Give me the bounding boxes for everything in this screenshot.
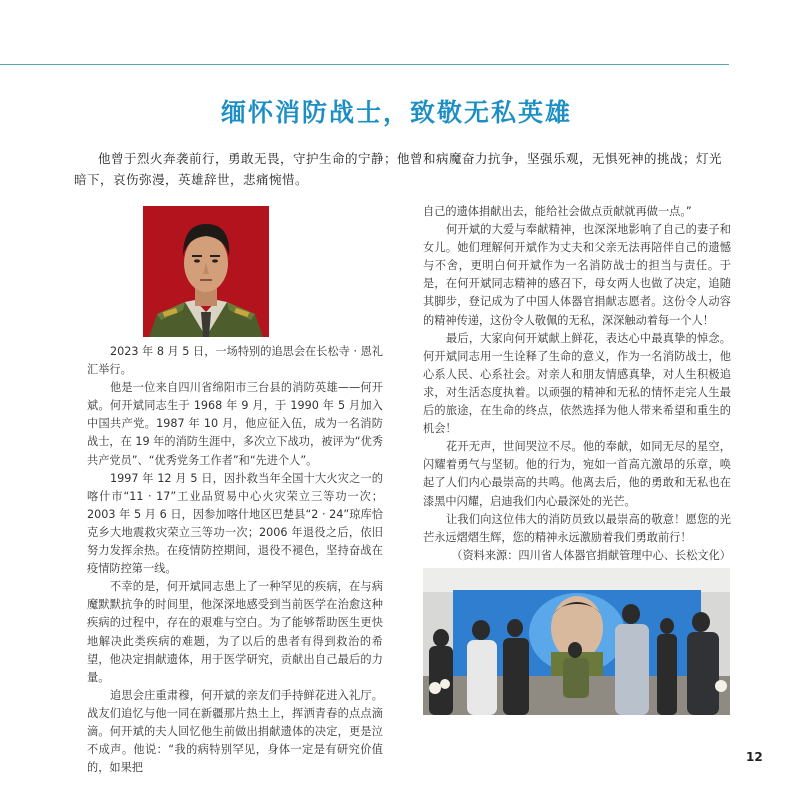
left-paragraph-1: 2023 年 8 月 5 日，一场特别的追思会在长松寺 · 恩礼汇举行。 bbox=[87, 345, 383, 377]
source-note: （资料来源：四川省人体器官捐献管理中心、长松文化） bbox=[451, 548, 731, 562]
left-paragraph-2: 他是一位来自四川省绵阳市三台县的消防英雄——何开斌。何开斌同志生于 1968 年 9 月，于 1990 年 5 月加入中国共产党。1987 年 10 月，他应征入伍，成为一名消防战士，在 19 年的消防生涯中，多次立下战功，被评为“优秀共产党员”、“优秀党务工作者”和“先进个人”。 bbox=[87, 381, 383, 467]
page-number: 12 bbox=[746, 750, 763, 764]
right-paragraph-1: 自己的遗体捐献出去，能给社会做点贡献就再做一点。” bbox=[423, 205, 692, 218]
left-paragraph-5: 追思会庄重肃穆，何开斌的亲友们手持鲜花进入礼厅。战友们追忆与他一同在新疆那片热土上，挥洒青春的点点滴滴。何开斌的夫人回忆他生前做出捐献遗体的决定，更是泣不成声。他说：“我的病特别罕见，身体一定是有研究价值的，如果把 bbox=[87, 688, 383, 775]
right-paragraph-2: 何开斌的大爱与奉献精神，也深深地影响了自己的妻子和女儿。她们理解何开斌作为丈夫和父亲无法再陪伴自己的遗憾与不舍，更明白何开斌作为一名消防战士的担当与责任。于是，在何开斌同志精神的感召下，母女两人也做了决定，追随其脚步，登记成为了中国人体器官捐献志愿者。这份令人动容的精神传递，这份令人敬佩的无私，深深触动着每一个人！ bbox=[423, 223, 731, 327]
right-paragraph-4: 花开无声，世间哭泣不尽。他的奉献，如同无尽的星空，闪耀着勇气与坚韧。他的行为，宛如一首高亢激昂的乐章，唤起了人们内心最崇高的共鸣。他离去后，他的勇敢和无私也在漆黑中闪耀，启迪我们内心最深处的光芒。 bbox=[423, 440, 731, 508]
right-paragraph-5: 让我们向这位伟大的消防员致以最崇高的敬意！愿您的光芒永远熠熠生辉，您的精神永远激励着我们勇敢前行！ bbox=[423, 512, 731, 544]
right-paragraph-3: 最后，大家向何开斌献上鲜花，表达心中最真挚的悼念。何开斌同志用一生诠释了生命的意义，作为一名消防战士，他心系人民、心系社会。对亲人和朋友情感真挚，对人生积极追求，对生活态度执着。以顽强的精神和无私的情怀走完人生最后的旅途，在生命的终点，依然选择为他人带来希望和重生的机会！ bbox=[423, 331, 731, 436]
page-title: 缅怀消防战士，致敬无私英雄 bbox=[220, 98, 572, 127]
memorial-photo bbox=[423, 568, 730, 715]
intro-paragraph: 他曾于烈火奔袭前行，勇敢无畏，守护生命的宁静；他曾和病魔奋力抗争，坚强乐观，无惧死神的挑战；灯光暗下，哀伤弥漫，英雄辞世，悲痛惋惜。 bbox=[74, 151, 723, 187]
left-column bbox=[87, 343, 383, 777]
portrait-photo bbox=[143, 206, 269, 337]
left-paragraph-3: 1997 年 12 月 5 日，因扑救当年全国十大火灾之一的喀什市“11 · 17”工业品贸易中心火灾荣立三等功一次；2003 年 5 月 6 日，因参加喀什地区巴楚县“2 · 24”琼库恰克乡大地震救灾荣立三等功一次；2006 年退役之后，依旧努力发挥余热。在疫情防控期间，退役不褪色，坚持奋战在疫情防控第一线。 bbox=[87, 471, 383, 576]
left-paragraph-4: 不幸的是，何开斌同志患上了一种罕见的疾病，在与病魔默默抗争的时间里，他深深地感受到当前医学在治愈这种疾病的过程中，存在的艰难与空白。为了能够帮助医生更快地解决此类疾病的难题，为了以后的患者有得到救治的希望，他决定捐献遗体，用于医学研究，贡献出自己最后的力量。 bbox=[87, 580, 383, 684]
right-column bbox=[423, 203, 731, 565]
header-rule bbox=[0, 64, 729, 65]
